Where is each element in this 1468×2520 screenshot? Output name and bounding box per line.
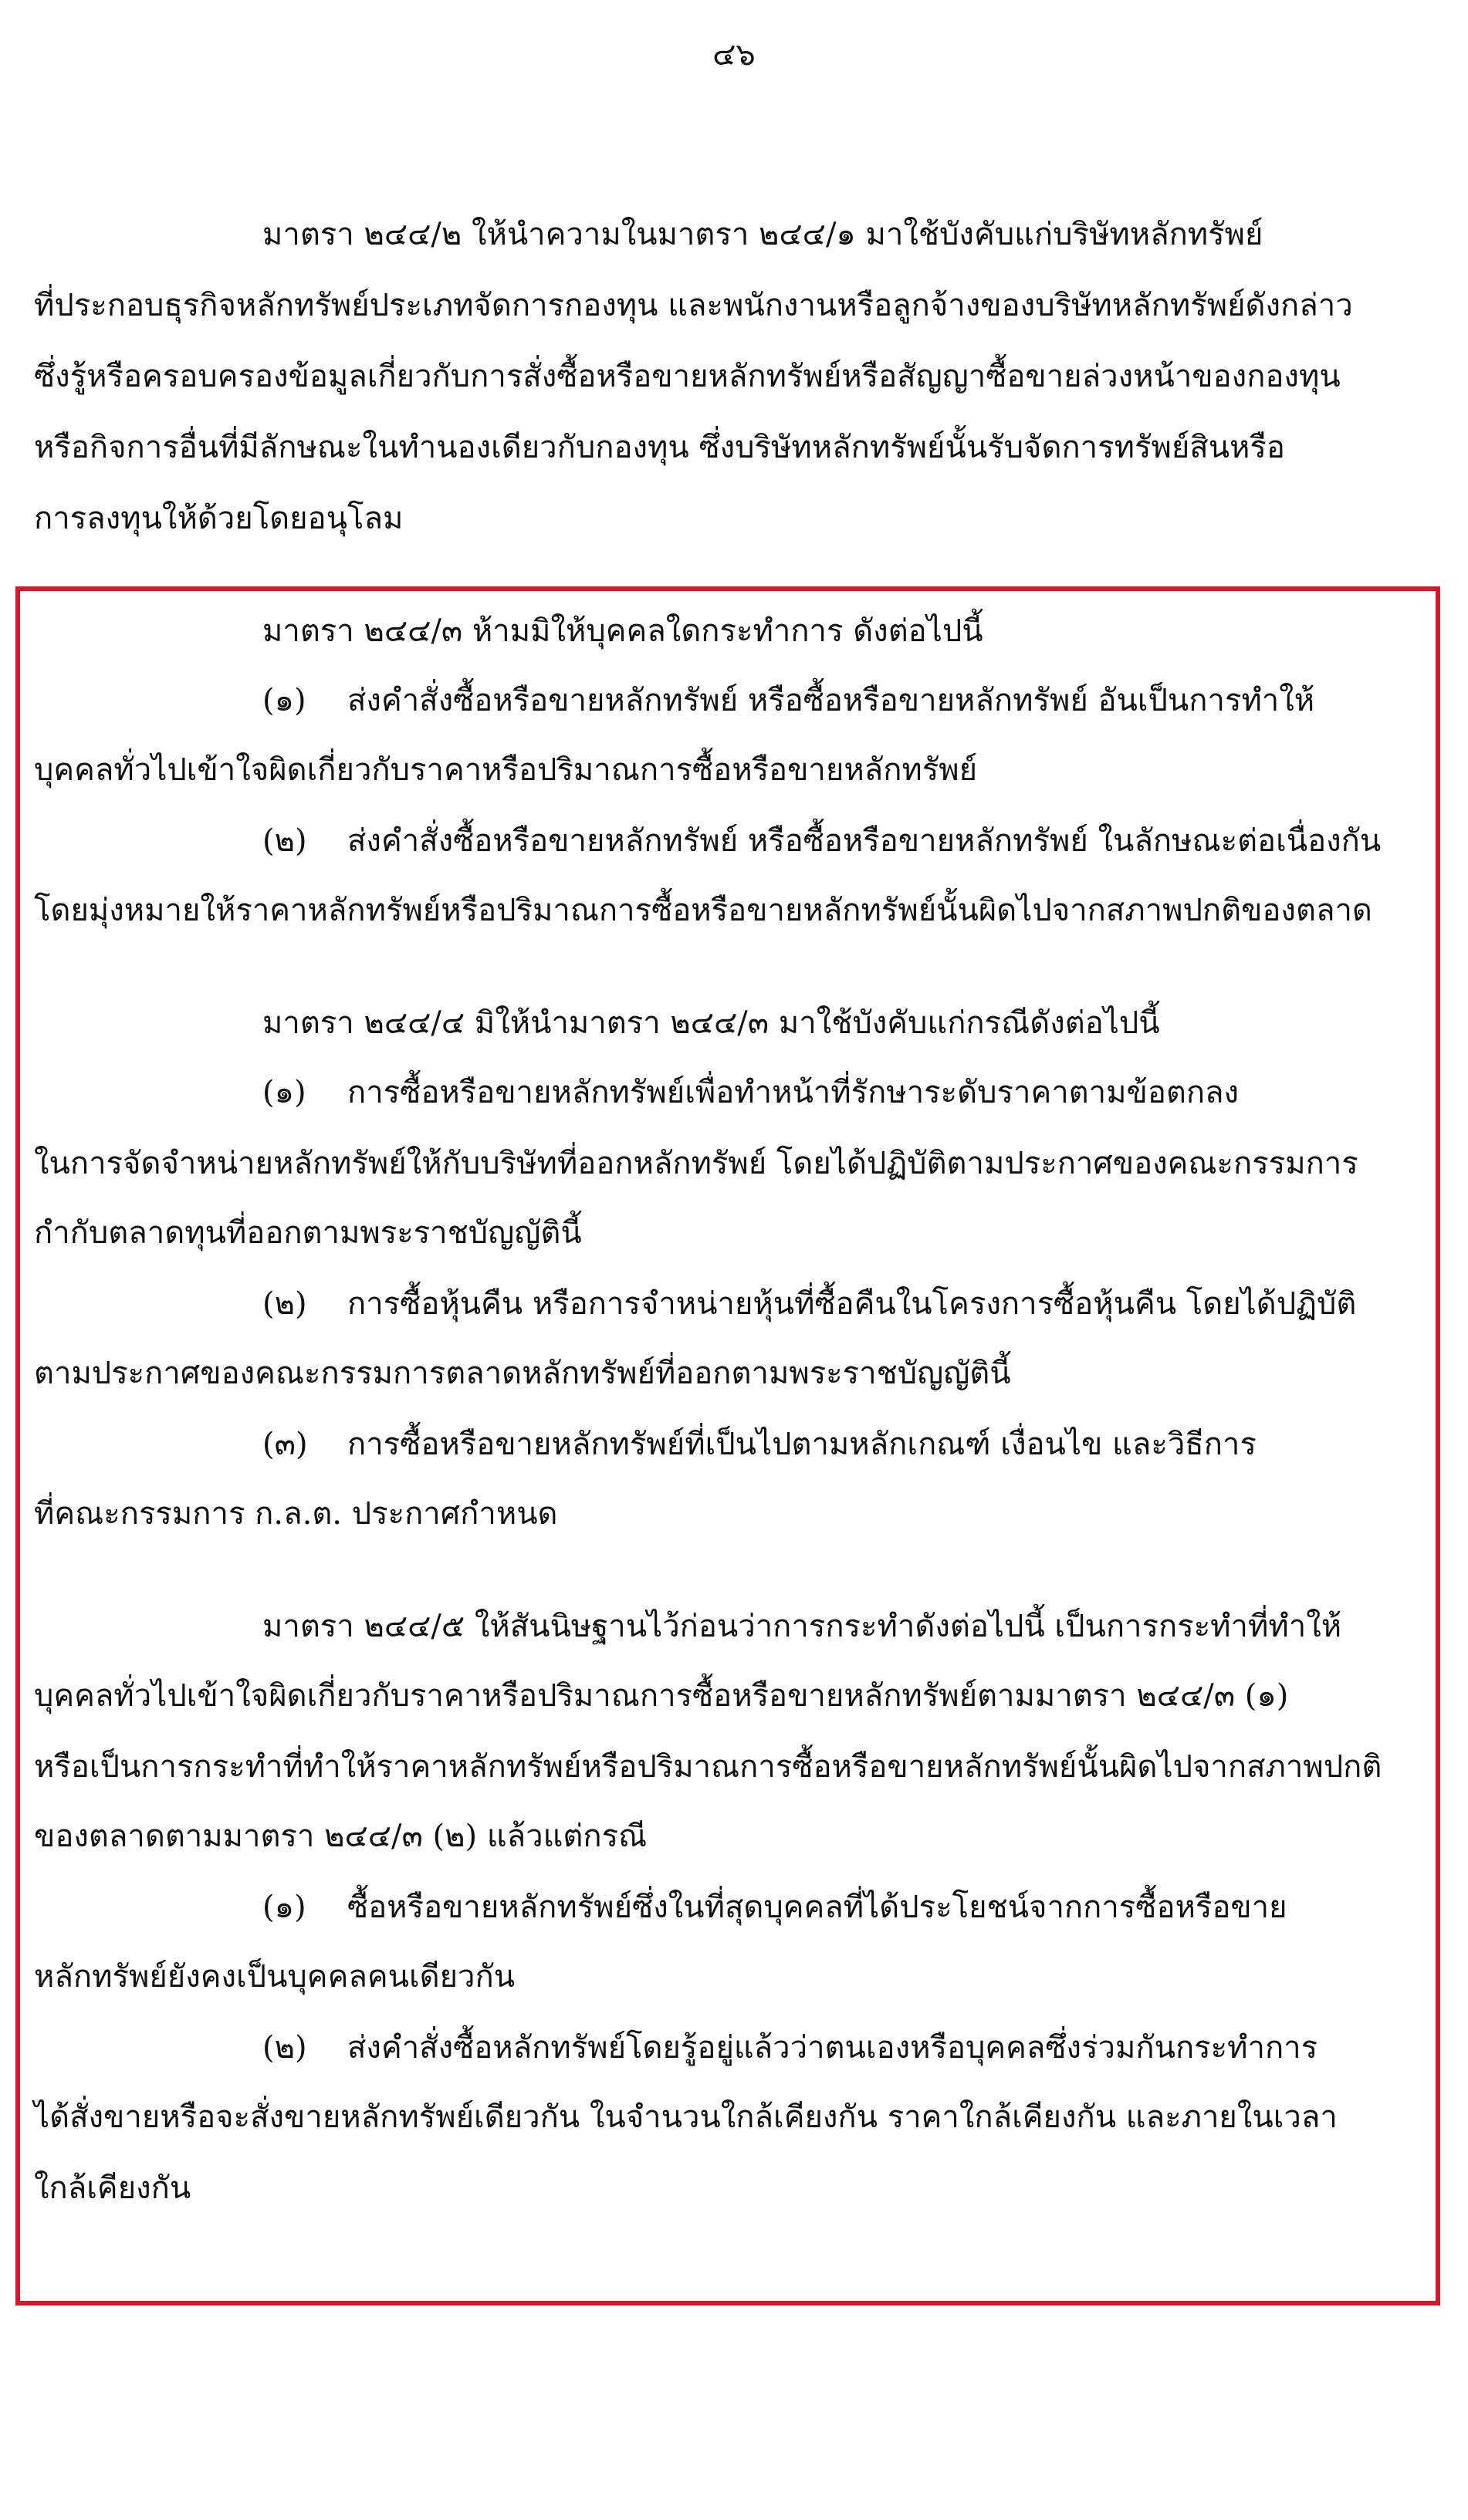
section-244-5-line: ของตลาดตามมาตรา ๒๔๔/๓ (๒) แล้วแต่กรณี — [34, 1819, 648, 1854]
section-244-4-heading: มาตรา ๒๔๔/๔ มิให้นำมาตรา ๒๔๔/๓ มาใช้บังคับแก่กรณีดังต่อไปนี้ — [262, 1005, 1160, 1041]
section-244-4-item-1-cont: กำกับตลาดทุนที่ออกตามพระราชบัญญัตินี้ — [34, 1215, 582, 1251]
item-text: ซื้อหรือขายหลักทรัพย์ซึ่งในที่สุดบุคคลที่ได้ประโยชน์จากการซื้อหรือขาย — [347, 1890, 1287, 1925]
section-244-5-line: หรือเป็นการกระทำที่ทำให้ราคาหลักทรัพย์หรือปริมาณการซื้อหรือขายหลักทรัพย์นั้นผิดไปจากสภาพปกติ — [34, 1749, 1382, 1785]
section-244-4-item-1 — [262, 1071, 1239, 1114]
section-244-2-line: การลงทุนให้ด้วยโดยอนุโลม — [34, 501, 404, 536]
section-244-4-item-2-cont: ตามประกาศของคณะกรรมการตลาดหลักทรัพย์ที่ออกตามพระราชบัญญัตินี้ — [34, 1356, 1011, 1391]
section-244-3-item-2 — [262, 819, 1381, 863]
section-244-5-item-1-cont: หลักทรัพย์ยังคงเป็นบุคคลคนเดียวกัน — [34, 1959, 516, 1995]
page-number: ๔๖ — [712, 37, 756, 73]
section-244-4-item-1-cont: ในการจัดจำหน่ายหลักทรัพย์ให้กับบริษัทที่ออกหลักทรัพย์ โดยได้ปฏิบัติตามประกาศของคณะกรรมการ — [34, 1146, 1358, 1181]
section-244-5-item-2-cont: ได้สั่งขายหรือจะสั่งขายหลักทรัพย์เดียวกัน ในจำนวนใกล้เคียงกัน ราคาใกล้เคียงกัน และภายในเวลา — [34, 2099, 1338, 2135]
item-text: ส่งคำสั่งซื้อหรือขายหลักทรัพย์ หรือซื้อหรือขายหลักทรัพย์ อันเป็นการทำให้ — [347, 683, 1315, 718]
section-244-4-item-3 — [262, 1423, 1257, 1466]
section-244-2-line: ซึ่งรู้หรือครอบครองข้อมูลเกี่ยวกับการสั่งซื้อหรือขายหลักทรัพย์หรือสัญญาซื้อขายล่วงหน้าของกองทุน — [34, 359, 1341, 394]
section-244-5-line: บุคคลทั่วไปเข้าใจผิดเกี่ยวกับราคาหรือปริมาณการซื้อหรือขายหลักทรัพย์ตามมาตรา ๒๔๔/๓ (๑) — [34, 1678, 1289, 1714]
item-number: (๑) — [262, 1075, 306, 1110]
section-244-5-item-2 — [262, 2026, 1317, 2069]
section-244-5-item-1 — [262, 1886, 1287, 1929]
section-244-4-item-2 — [262, 1282, 1356, 1326]
section-244-5-item-2-cont: ใกล้เคียงกัน — [34, 2170, 191, 2206]
item-number: (๒) — [262, 823, 307, 859]
item-number: (๒) — [262, 2030, 307, 2066]
item-text: ส่งคำสั่งซื้อหลักทรัพย์โดยรู้อยู่แล้วว่าตนเองหรือบุคคลซึ่งร่วมกันกระทำการ — [347, 2030, 1318, 2066]
section-244-2-line: หรือกิจการอื่นที่มีลักษณะในทำนองเดียวกับกองทุน ซึ่งบริษัทหลักทรัพย์นั้นรับจัดการทรัพย์สินหรือ — [34, 430, 1285, 465]
section-244-3-heading: มาตรา ๒๔๔/๓ ห้ามมิให้บุคคลใดกระทำการ ดังต่อไปนี้ — [262, 613, 983, 649]
item-text: ส่งคำสั่งซื้อหรือขายหลักทรัพย์ หรือซื้อหรือขายหลักทรัพย์ ในลักษณะต่อเนื่องกัน — [347, 823, 1382, 859]
section-244-5-heading: มาตรา ๒๔๔/๕ ให้สันนิษฐานไว้ก่อนว่าการกระทำดังต่อไปนี้ เป็นการกระทำที่ทำให้ — [262, 1609, 1342, 1644]
item-text: การซื้อหุ้นคืน หรือการจำหน่ายหุ้นที่ซื้อคืนในโครงการซื้อหุ้นคืน โดยได้ปฏิบัติ — [347, 1286, 1357, 1322]
item-number: (๑) — [262, 683, 306, 718]
item-number: (๒) — [262, 1286, 307, 1322]
section-244-2-heading: มาตรา ๒๔๔/๒ ให้นำความในมาตรา ๒๔๔/๑ มาใช้บังคับแก่บริษัทหลักทรัพย์ — [262, 217, 1263, 252]
section-244-2-line: ที่ประกอบธุรกิจหลักทรัพย์ประเภทจัดการกองทุน และพนักงานหรือลูกจ้างของบริษัทหลักทรัพย์ดังกล่าว — [34, 288, 1353, 323]
item-number: (๑) — [262, 1890, 306, 1925]
item-text: การซื้อหรือขายหลักทรัพย์ที่เป็นไปตามหลักเกณฑ์ เงื่อนไข และวิธีการ — [347, 1427, 1257, 1462]
section-244-3-item-2-cont: โดยมุ่งหมายให้ราคาหลักทรัพย์หรือปริมาณการซื้อหรือขายหลักทรัพย์นั้นผิดไปจากสภาพปกติของตลาด — [34, 893, 1372, 928]
item-text: การซื้อหรือขายหลักทรัพย์เพื่อทำหน้าที่รักษาระดับราคาตามข้อตกลง — [347, 1075, 1240, 1110]
section-244-3-item-1-cont: บุคคลทั่วไปเข้าใจผิดเกี่ยวกับราคาหรือปริมาณการซื้อหรือขายหลักทรัพย์ — [34, 752, 978, 788]
item-number: (๓) — [262, 1427, 308, 1462]
section-244-3-item-1 — [262, 679, 1314, 722]
section-244-4-item-3-cont: ที่คณะกรรมการ ก.ล.ต. ประกาศกำหนด — [34, 1496, 558, 1532]
